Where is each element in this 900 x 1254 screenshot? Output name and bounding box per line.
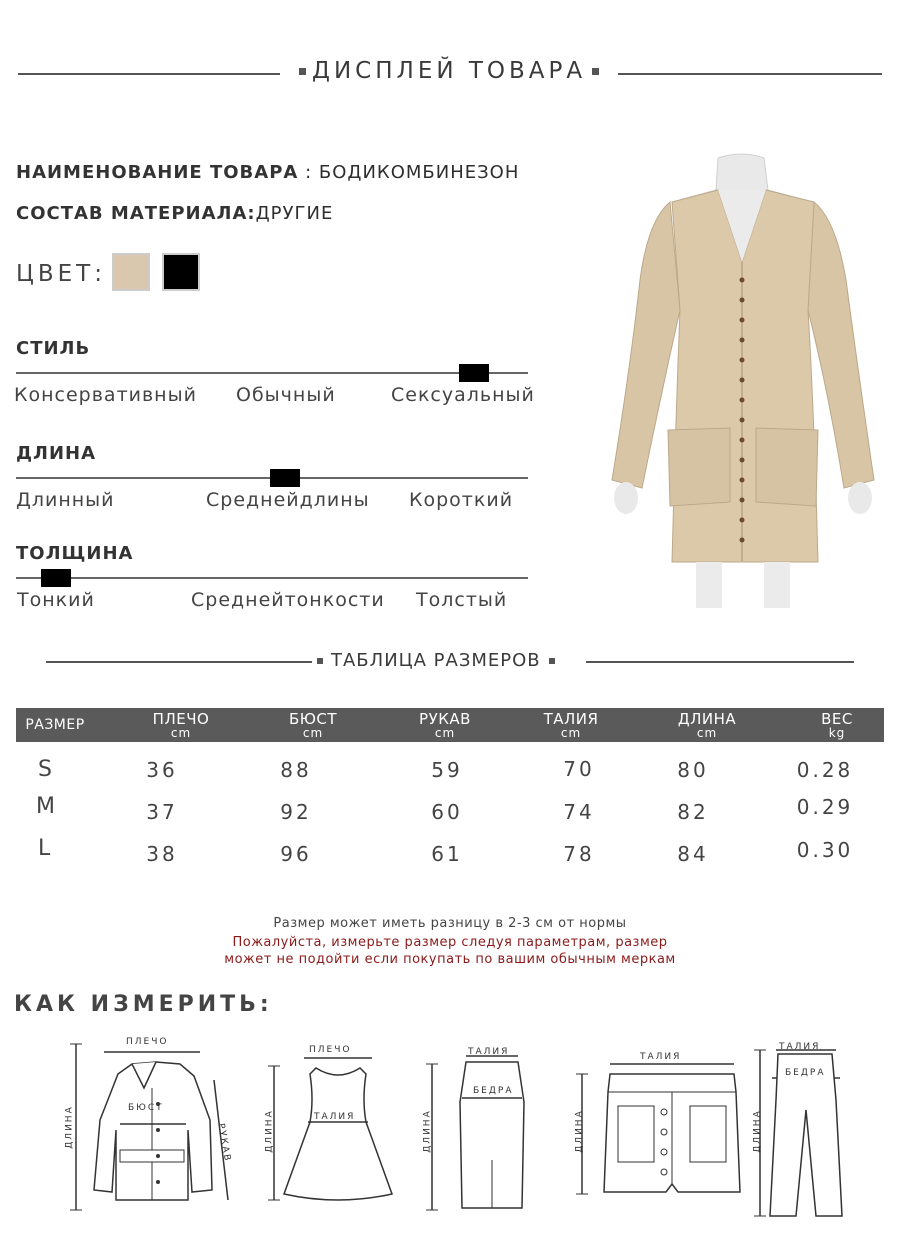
column-header-bust: БЮСТ cm	[288, 710, 338, 740]
label-length: ДЛИНА	[264, 1109, 275, 1153]
size-cell-s: S	[38, 757, 52, 782]
length-scale-marker	[270, 469, 300, 487]
label-length: ДЛИНА	[574, 1109, 585, 1153]
label-hips: БЕДРА	[785, 1068, 826, 1078]
section-header-size-table	[315, 650, 557, 671]
measure-warning-line2: может не подойти если покупать по вашим обычным меркам	[224, 952, 676, 967]
product-name-label: НАИМЕНОВАНИЕ ТОВАРА	[16, 162, 299, 183]
color-swatch-black[interactable]	[162, 253, 200, 291]
color-label: ЦВЕТ:	[16, 261, 106, 287]
skirt-diagram	[426, 1050, 536, 1220]
table-cell: 60	[431, 800, 463, 824]
measure-warning-line1: Пожалуйста, измерьте размер следуя параметрам, размер	[232, 935, 668, 950]
table-cell: 84	[677, 842, 709, 866]
table-cell: 96	[280, 842, 312, 866]
column-header-size: РАЗМЕР	[25, 717, 85, 733]
jacket-diagram	[60, 1040, 240, 1220]
size-note: Размер может иметь разницу в 2-3 см от нормы	[273, 916, 627, 931]
label-length: ДЛИНА	[752, 1109, 763, 1153]
style-label-conservative: Консервативный	[14, 384, 197, 406]
table-cell: 78	[563, 842, 595, 866]
square-icon	[592, 68, 599, 75]
label-waist: ТАЛИЯ	[314, 1112, 356, 1122]
size-header-divider-right	[586, 661, 854, 663]
label-sleeve: РУКАВ	[215, 1122, 233, 1164]
size-cell-m: M	[36, 794, 55, 819]
table-cell: 36	[146, 758, 178, 782]
table-cell: 88	[280, 758, 312, 782]
label-waist: ТАЛИЯ	[468, 1047, 510, 1057]
thickness-scale-marker	[41, 569, 71, 587]
table-cell: 80	[677, 758, 709, 782]
column-header-shoulder: ПЛЕЧО cm	[152, 710, 210, 740]
table-cell: 59	[431, 758, 463, 782]
length-label-long: Длинный	[16, 489, 115, 511]
column-header-sleeve: РУКАВ cm	[419, 710, 471, 740]
column-header-length: ДЛИНА cm	[677, 710, 737, 740]
header-divider-left	[18, 73, 280, 75]
style-scale-marker	[459, 364, 489, 382]
section-header-product-display	[293, 58, 605, 84]
material-value: ДРУГИЕ	[255, 203, 334, 224]
label-bust: БЮСТ	[128, 1103, 164, 1113]
style-scale-line	[16, 372, 528, 374]
thickness-scale-title: ТОЛЩИНА	[16, 543, 134, 564]
square-icon	[549, 658, 555, 664]
product-name-row	[16, 162, 519, 183]
size-table-header	[16, 708, 884, 742]
table-cell: 82	[677, 800, 709, 824]
label-shoulder: ПЛЕЧО	[126, 1037, 169, 1047]
thickness-label-thick: Толстый	[416, 589, 508, 611]
table-cell: 0.30	[796, 838, 854, 862]
label-hips: БЕДРА	[473, 1086, 514, 1096]
length-label-short: Короткий	[409, 489, 514, 511]
table-cell: 37	[146, 800, 178, 824]
how-to-measure-title: КАК ИЗМЕРИТЬ:	[14, 992, 273, 1017]
size-cell-l: L	[38, 836, 51, 861]
style-scale-title: СТИЛЬ	[16, 338, 91, 359]
table-cell: 74	[563, 800, 595, 824]
size-header-divider-left	[46, 661, 312, 663]
table-cell: 0.29	[796, 795, 854, 819]
square-icon	[299, 68, 306, 75]
shorts-diagram	[574, 1052, 744, 1202]
column-header-waist: ТАЛИЯ cm	[543, 710, 599, 740]
table-cell: 38	[146, 842, 178, 866]
length-scale-title: ДЛИНА	[16, 443, 97, 464]
style-label-casual: Обычный	[236, 384, 336, 406]
color-swatch-beige[interactable]	[112, 253, 150, 291]
label-length: ДЛИНА	[422, 1109, 433, 1153]
square-icon	[317, 658, 323, 664]
label-shoulder: ПЛЕЧО	[309, 1045, 352, 1055]
table-cell: 61	[431, 842, 463, 866]
dress-diagram	[268, 1050, 408, 1210]
style-label-sexy: Сексуальный	[391, 384, 535, 406]
thickness-scale-line	[16, 577, 528, 579]
product-name-value: : БОДИКОМБИНЕЗОН	[305, 162, 520, 183]
label-waist: ТАЛИЯ	[640, 1052, 682, 1062]
section-title: ДИСПЛЕЙ ТОВАРА	[312, 58, 587, 84]
product-photo	[600, 150, 885, 608]
label-length: ДЛИНА	[64, 1105, 75, 1149]
column-header-weight: ВЕС kg	[821, 710, 853, 740]
table-cell: 70	[563, 757, 595, 781]
thickness-label-thin: Тонкий	[17, 589, 95, 611]
table-cell: 92	[280, 800, 312, 824]
section-title: ТАБЛИЦА РАЗМЕРОВ	[331, 650, 541, 671]
table-cell: 0.28	[796, 758, 854, 782]
label-waist: ТАЛИЯ	[779, 1042, 821, 1052]
material-row	[16, 203, 333, 224]
thickness-label-medium: Среднейтонкости	[191, 589, 385, 611]
length-label-medium: Среднейдлины	[206, 489, 370, 511]
header-divider-right	[618, 73, 882, 75]
material-label: СОСТАВ МАТЕРИАЛА:	[16, 203, 256, 224]
